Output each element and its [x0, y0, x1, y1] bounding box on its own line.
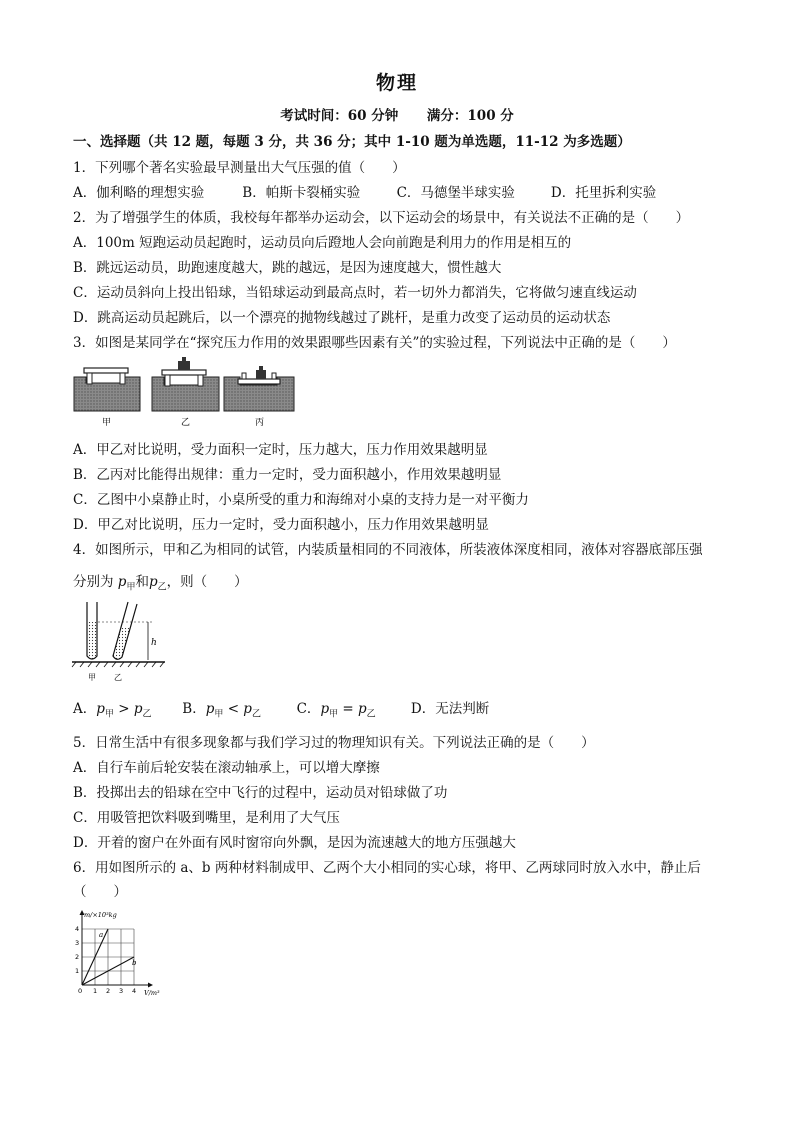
q4-option-d: D．无法判断 [410, 701, 490, 717]
opt-letter: A． [73, 701, 97, 717]
xtick: 1 [93, 987, 98, 995]
symbol-p: p [320, 701, 330, 717]
symbol-p: p [117, 574, 127, 590]
q3-option-d: D．甲乙对比说明，压力一定时，受力面积越小，压力作用效果越明显 [73, 517, 489, 533]
xtick: 2 [106, 987, 111, 995]
page-title: 物理 [375, 72, 418, 94]
q4-test-tube-figure [70, 600, 180, 685]
ytick: 3 [75, 939, 80, 947]
q3-stem: 3．如图是某同学在“探究压力作用的效果跟哪些因素有关”的实验过程，下列说法中正确的是（ ） [73, 335, 676, 351]
q2-option-d: D．跳高运动员起跳后，以一个漂亮的抛物线越过了跳杆，是重力改变了运动员的运动状态 [73, 310, 611, 326]
q2-stem: 2．为了增强学生的体质，我校每年都举办运动会，以下运动会的场景中，有关说法不正确的是（ ） [73, 210, 690, 226]
tube-label-yi: 乙 [114, 673, 122, 682]
q2-option-c: C．运动员斜向上投出铅球，当铅球运动到最高点时，若一切外力都消失，它将做匀速直线运动 [73, 285, 637, 301]
exam-score: 满分：100 分 [426, 108, 514, 124]
label-bing: 丙 [255, 418, 265, 428]
q5-option-c: C．用吸管把饮料吸到嘴里，是利用了大气压 [73, 810, 340, 826]
q1-option-a: A．伽利略的理想实验 [73, 185, 205, 201]
exam-time: 考试时间：60 分钟 [280, 108, 399, 124]
q5-option-a: A．自行车前后轮安装在滚动轴承上，可以增大摩擦 [73, 760, 380, 776]
subscript-yi: 乙 [142, 709, 152, 720]
ytick: 2 [75, 953, 80, 961]
subscript-jia: 甲 [329, 709, 339, 720]
ytick: 1 [75, 967, 80, 975]
symbol-p: p [243, 701, 252, 717]
q1-option-d: D．托里拆利实验 [550, 185, 657, 201]
subscript-yi: 乙 [157, 582, 167, 593]
q1-option-c: C．马德堡半球实验 [396, 185, 515, 201]
subscript-yi: 乙 [251, 709, 261, 720]
sponge-yi [152, 357, 219, 411]
subscript-jia: 甲 [126, 582, 136, 593]
exam-info [0, 104, 794, 124]
opt-letter: C． [296, 701, 321, 717]
q4-option-c [297, 697, 407, 720]
q6-stem-line1: 6．用如图所示的 a、b 两种材料制成甲、乙两个大小相同的实心球，将甲、乙两球同时放入水中，静止后 [73, 860, 701, 876]
q2-option-b: B．跳远运动员，助跑速度越大，跳的越远，是因为速度越大，惯性越大 [73, 260, 502, 276]
q4-stem-end: ，则（ ） [166, 574, 248, 590]
relation: < [227, 701, 239, 717]
label-yi: 乙 [181, 418, 191, 428]
q4-stem-line1: 4．如图所示，甲和乙为相同的试管，内装质量相同的不同液体，所装液体深度相同，液体对容器底部压强 [73, 542, 703, 558]
q3-option-b: B．乙丙对比能得出规律：重力一定时，受力面积越小，作用效果越明显 [73, 467, 502, 483]
q1-option-b: B．帕斯卡裂桶实验 [242, 185, 361, 201]
q1-options [73, 181, 656, 201]
q6-stem-line2: （ ） [73, 884, 127, 900]
q2-option-a: A．100m 短跑运动员起跑时，运动员向后蹬地人会向前跑是利用力的作用是相互的 [73, 235, 572, 251]
q5-option-d: D．开着的窗户在外面有风时窗帘向外飘，是因为流速越大的地方压强越大 [73, 835, 516, 851]
xtick: 4 [132, 987, 137, 995]
q4-option-a [73, 697, 178, 720]
h-label: h [151, 638, 157, 648]
q1-stem: 1．下列哪个著名实验最早测量出大气压强的值（ ） [73, 160, 406, 176]
q5-stem: 5．日常生活中有很多现象都与我们学习过的物理知识有关。下列说法正确的是（ ） [73, 735, 595, 751]
xtick: 3 [119, 987, 124, 995]
tube-label-jia: 甲 [88, 673, 96, 682]
subscript-jia: 甲 [104, 709, 114, 720]
q3-option-c: C．乙图中小桌静止时，小桌所受的重力和海绵对小桌的支持力是一对平衡力 [73, 492, 529, 508]
symbol-p: p [96, 701, 105, 717]
x-axis-label: V/m³ [144, 989, 160, 997]
label-a: a [99, 931, 104, 939]
subscript-jia: 甲 [214, 709, 224, 720]
label-b: b [132, 959, 137, 967]
symbol-p: p [148, 574, 158, 590]
xtick: 0 [78, 987, 83, 995]
q3-option-a: A．甲乙对比说明，受力面积一定时，压力越大，压力作用效果越明显 [73, 442, 488, 458]
ytick: 4 [75, 925, 80, 933]
section-heading: 一、选择题（共 12 题，每题 3 分，共 36 分；其中 1-10 题为单选题，11-12 为多选题） [73, 134, 631, 150]
q5-option-b: B．投掷出去的铅球在空中飞行的过程中，运动员对铅球做了功 [73, 785, 448, 801]
sponge-bing [224, 366, 294, 411]
sponge-jia [74, 368, 140, 411]
q4-stem-text: 分别为 [73, 574, 118, 590]
symbol-p: p [133, 701, 143, 717]
opt-letter: B． [182, 701, 206, 717]
q4-and: 和 [135, 574, 149, 590]
y-axis-label: m/×10³kg [84, 911, 117, 919]
q3-sponge-figure [72, 355, 302, 430]
symbol-p: p [358, 701, 367, 717]
symbol-p: p [205, 701, 215, 717]
q4-stem-line2 [73, 570, 248, 593]
q4-options [73, 697, 489, 720]
relation: = [342, 701, 354, 717]
label-jia: 甲 [102, 418, 112, 428]
subscript-yi: 乙 [366, 709, 376, 720]
q4-option-b [182, 697, 292, 720]
relation: > [118, 701, 130, 717]
q6-mass-volume-graph [70, 905, 175, 1000]
